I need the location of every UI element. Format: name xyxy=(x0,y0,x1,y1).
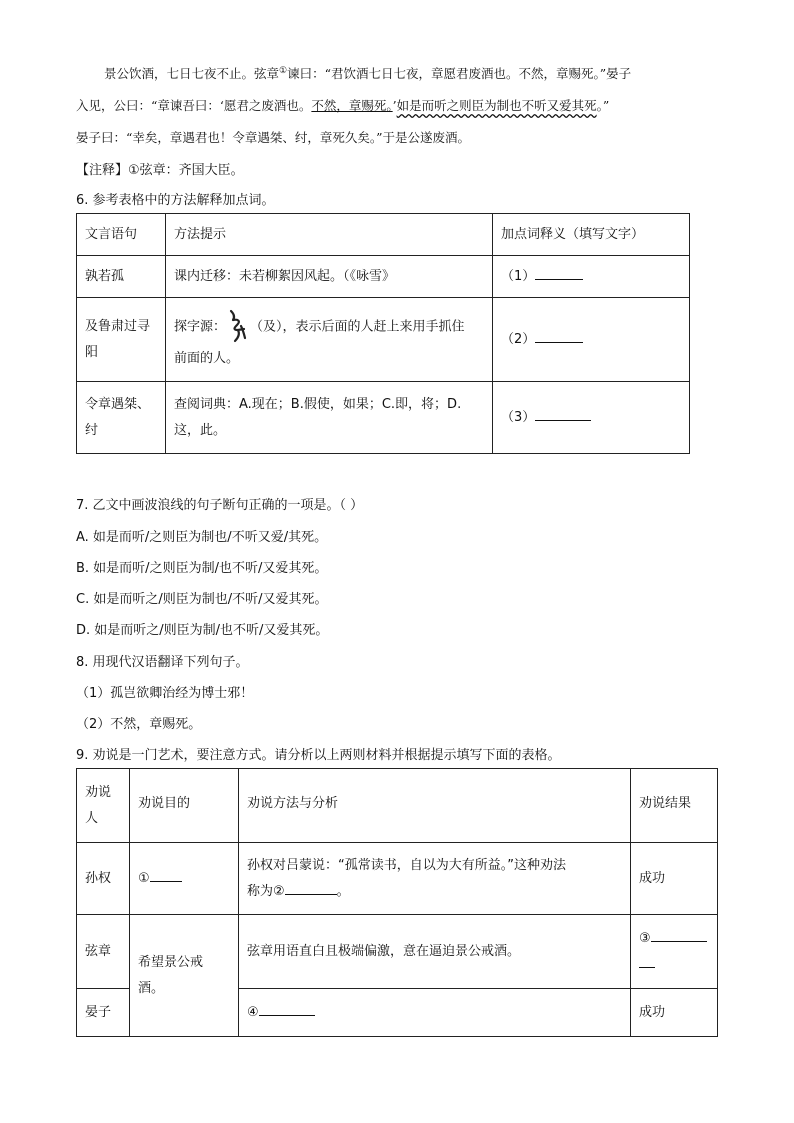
hint-line xyxy=(174,308,484,346)
result-answer-continuation xyxy=(639,952,709,978)
underlined-phrase: 不然，章赐死。 xyxy=(311,98,393,113)
hint-cell xyxy=(166,298,493,382)
table-header-cell: 文言语句 xyxy=(77,214,166,256)
phrase-cell xyxy=(77,298,166,382)
goal-text: 酒。 xyxy=(138,980,165,996)
hint-cell: 课内迁移：未若柳絮因风起。（《咏雪》 xyxy=(166,256,493,298)
answer-label: （1） xyxy=(501,268,536,284)
footnote-mark: ① xyxy=(279,65,288,76)
goal-text: 希望景公戒 xyxy=(138,954,204,970)
answer-cell xyxy=(493,382,690,454)
question-9-prompt: 9. 劝说是一门艺术，要注意方式。请分析以上两则材料并根据提示填写下面的表格。 xyxy=(76,748,561,763)
table-header-cell: 加点词释义（填写文字） xyxy=(493,214,690,256)
table-header-cell: 劝说目的 xyxy=(130,769,239,843)
method-text-part: 。 xyxy=(336,883,350,899)
answer-blank[interactable] xyxy=(651,927,707,942)
passage-line-1 xyxy=(104,64,631,82)
header-text: 劝说 xyxy=(85,784,112,800)
phrase-text: 阳 xyxy=(85,344,99,360)
method-cell: 弦章用语直白且极端偏激，意在逼迫景公戒酒。 xyxy=(239,915,631,989)
answer-label: ④ xyxy=(247,1004,259,1020)
answer-cell xyxy=(493,298,690,382)
phrase-text: 纣 xyxy=(85,422,99,438)
passage-text: 。” xyxy=(596,98,610,113)
wavy-underlined-sentence: 如是而听之则臣为制也不听又爱其死 xyxy=(396,98,597,113)
question-8-prompt: 8. 用现代汉语翻译下列句子。 xyxy=(76,655,249,670)
answer-label: （2） xyxy=(501,331,536,347)
result-cell: 成功 xyxy=(631,843,718,915)
answer-blank[interactable] xyxy=(150,867,182,882)
hint-line: 查阅词典：A.现在；B.假使，如果；C.即，将；D. xyxy=(174,396,462,412)
phrase-text: 令章遇桀、 xyxy=(85,396,151,412)
answer-blank[interactable] xyxy=(535,265,583,280)
answer-blank[interactable] xyxy=(535,328,583,343)
method-text: 孙权对吕蒙说：“孤常读书，自以为大有所益。”这种劝法 xyxy=(247,857,566,873)
question-9-table xyxy=(76,768,718,1037)
table-header-cell: 方法提示 xyxy=(166,214,493,256)
table-row xyxy=(77,298,690,382)
table-header-row xyxy=(77,214,690,256)
table-row xyxy=(77,256,690,298)
passage-text: 谏曰：“君饮酒七日七夜，章愿君废酒也。不然，章赐死。”晏子 xyxy=(287,66,632,81)
table-header-cell xyxy=(77,769,130,843)
method-cell xyxy=(239,989,631,1037)
hint-text: 探字源： xyxy=(174,319,227,334)
answer-blank[interactable] xyxy=(285,880,337,895)
table-header-cell: 劝说结果 xyxy=(631,769,718,843)
option-d[interactable]: D. 如是而听之/则臣为制/也不听/又爱其死。 xyxy=(76,623,329,638)
persuader-cell: 孙权 xyxy=(77,843,130,915)
answer-label: ③ xyxy=(639,930,651,946)
question-7-prompt: 7. 乙文中画波浪线的句子断句正确的一项是。（ ） xyxy=(76,498,364,513)
question-6-prompt: 6. 参考表格中的方法解释加点词。 xyxy=(76,193,275,208)
answer-label: （3） xyxy=(501,409,536,425)
result-answer xyxy=(639,926,709,952)
method-cell xyxy=(239,843,631,915)
translation-item: （1）孤岂欲卿治经为博士邪！ xyxy=(76,686,254,701)
passage-text: 景公饮酒，七日七夜不止。弦章 xyxy=(104,66,280,81)
passage-line-3: 晏子曰：“幸矣，章遇君也！令章遇桀、纣，章死久矣。”于是公遂废酒。 xyxy=(76,130,471,145)
table-row xyxy=(77,382,690,454)
answer-blank[interactable] xyxy=(535,406,591,421)
table-header-cell: 劝说方法与分析 xyxy=(239,769,631,843)
persuader-cell: 弦章 xyxy=(77,915,130,989)
result-cell xyxy=(631,915,718,989)
answer-cell xyxy=(493,256,690,298)
passage-text: ’ xyxy=(392,98,397,113)
passage-line-2 xyxy=(76,96,609,114)
persuader-cell: 晏子 xyxy=(77,989,130,1037)
shared-goal-cell xyxy=(130,915,239,1037)
goal-cell xyxy=(130,843,239,915)
table-row xyxy=(77,843,718,915)
table-row xyxy=(77,915,718,989)
passage-text: 入见，公曰：“章谏吾曰：‘愿君之废酒也。 xyxy=(76,98,312,113)
answer-label: ① xyxy=(138,870,150,886)
table-header-row xyxy=(77,769,718,843)
answer-blank[interactable] xyxy=(639,953,655,968)
header-text: 人 xyxy=(85,810,99,826)
seal-script-glyph-icon xyxy=(226,308,248,346)
question-6-table xyxy=(76,213,690,454)
phrase-cell: 孰若孤 xyxy=(77,256,166,298)
option-a[interactable]: A. 如是而听/之则臣为制也/不听又爱/其死。 xyxy=(76,530,328,545)
annotation-note: 【注释】①弦章：齐国大臣。 xyxy=(76,163,244,178)
translation-item: （2）不然，章赐死。 xyxy=(76,717,202,732)
answer-blank[interactable] xyxy=(259,1001,315,1016)
hint-text: （及），表示后面的人赶上来用手抓住 xyxy=(250,319,465,334)
result-cell: 成功 xyxy=(631,989,718,1037)
method-text xyxy=(247,879,622,905)
hint-cell xyxy=(166,382,493,454)
phrase-text: 及鲁肃过寻 xyxy=(85,318,151,334)
phrase-cell xyxy=(77,382,166,454)
option-c[interactable]: C. 如是而听之/则臣为制也/不听/又爱其死。 xyxy=(76,592,328,607)
hint-line: 前面的人。 xyxy=(174,350,240,366)
option-b[interactable]: B. 如是而听/之则臣为制/也不听/又爱其死。 xyxy=(76,561,328,576)
method-text-part: 称为② xyxy=(247,883,285,899)
hint-line: 这，此。 xyxy=(174,422,227,438)
